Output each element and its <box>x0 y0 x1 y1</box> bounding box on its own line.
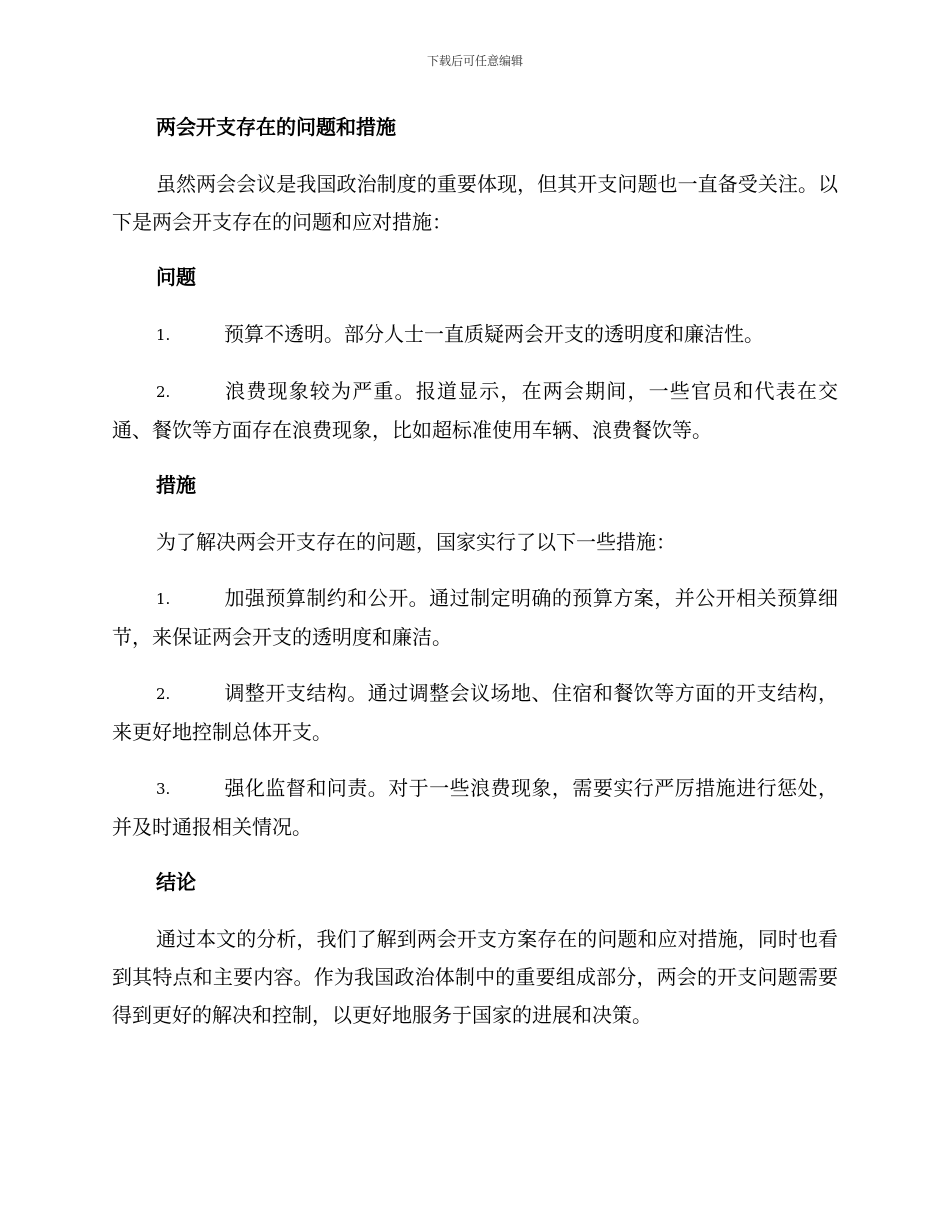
section-heading-conclusion: 结论 <box>156 870 196 894</box>
document-title: 两会开支存在的问题和措施 <box>156 115 396 139</box>
conclusion-paragraph: 通过本文的分析，我们了解到两会开支方案存在的问题和应对措施，同时也看到其特点和主要内容。作为我国政治体制中的重要组成部分，两会的开支问题需要得到更好的解决和控制，以更好地服务于国家的进展和决策。 <box>112 927 838 1027</box>
list-item <box>112 769 838 846</box>
measures-intro-paragraph: 为了解决两会开支存在的问题，国家实行了以下一些措施： <box>156 530 676 554</box>
list-item-number: 2. <box>156 383 171 401</box>
list-item-number: 1. <box>156 326 171 344</box>
list-item-number: 1. <box>156 590 171 608</box>
document-body <box>112 109 838 1052</box>
list-item <box>112 372 838 449</box>
list-item-text: 浪费现象较为严重。报道显示，在两会期间，一些官员和代表在交通、餐饮等方面存在浪费现象，比如超标准使用车辆、浪费餐饮等。 <box>112 379 838 442</box>
list-item-number: 2. <box>156 685 171 703</box>
list-item-text: 预算不透明。部分人士一直质疑两会开支的透明度和廉洁性。 <box>224 322 764 346</box>
list-item-text: 加强预算制约和公开。通过制定明确的预算方案，并公开相关预算细节，来保证两会开支的透明度和廉洁。 <box>112 586 838 649</box>
page-header: 下载后可任意编辑 <box>426 54 523 68</box>
section-heading-problems: 问题 <box>156 265 196 289</box>
list-item-text: 调整开支结构。通过调整会议场地、住宿和餐饮等方面的开支结构，来更好地控制总体开支。 <box>112 681 838 744</box>
list-item <box>112 315 838 354</box>
list-item-text: 强化监督和问责。对于一些浪费现象，需要实行严厉措施进行惩处，并及时通报相关情况。 <box>112 776 838 839</box>
list-item-number: 3. <box>156 780 171 798</box>
intro-paragraph: 虽然两会会议是我国政治制度的重要体现，但其开支问题也一直备受关注。以下是两会开支存在的问题和应对措施： <box>112 172 838 234</box>
list-item <box>112 674 838 751</box>
section-heading-measures: 措施 <box>156 473 196 497</box>
list-item <box>112 579 838 656</box>
